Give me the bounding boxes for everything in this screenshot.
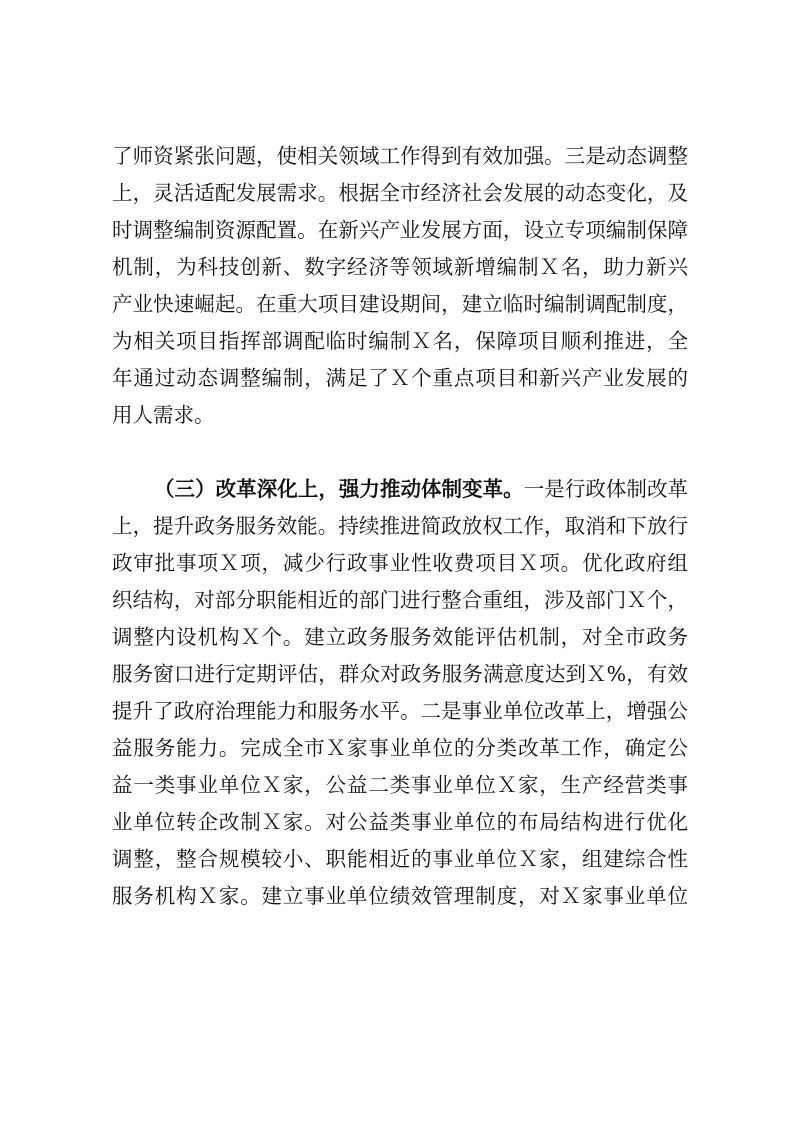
body-text-line: 时调整编制资源配置。在新兴产业发展方面，设立专项编制保障 (112, 218, 688, 242)
body-text-line: 机制，为科技创新、数字经济等领域新增编制Ｘ名，助力新兴 (112, 255, 688, 279)
body-text-line: 政审批事项Ｘ项，减少行政事业性收费项目Ｘ项。优化政府组 (112, 551, 688, 575)
body-text-line: 服务窗口进行定期评估，群众对政务服务满意度达到Ｘ%，有效 (112, 662, 688, 686)
body-text-line: 服务机构Ｘ家。建立事业单位绩效管理制度，对Ｘ家事业单位 (112, 884, 688, 908)
body-text-line: 织结构，对部分职能相近的部门进行整合重组，涉及部门Ｘ个， (112, 588, 688, 612)
body-text-line: 上，灵活适配发展需求。根据全市经济社会发展的动态变化，及 (112, 181, 688, 205)
body-text-line: 年通过动态调整编制，满足了Ｘ个重点项目和新兴产业发展的 (112, 366, 688, 390)
body-text-line: 了师资紧张问题，使相关领域工作得到有效加强。三是动态调整 (112, 144, 688, 168)
section-heading: （三）改革深化上，强力推动体制变革。 (154, 477, 524, 501)
body-text-line: 业单位转企改制Ｘ家。对公益类事业单位的布局结构进行优化 (112, 810, 688, 834)
body-text-line: 调整内设机构Ｘ个。建立政务服务效能评估机制，对全市政务 (112, 625, 688, 649)
section-heading-line (154, 471, 688, 507)
section-first-line-text: 一是行政体制改革 (523, 477, 688, 501)
body-text-line: 产业快速崛起。在重大项目建设期间，建立临时编制调配制度， (112, 292, 688, 316)
body-text-line: 上，提升政务服务效能。持续推进简政放权工作，取消和下放行 (112, 514, 688, 538)
body-text-line: 益服务能力。完成全市Ｘ家事业单位的分类改革工作，确定公 (112, 736, 688, 760)
body-text-line: 调整，整合规模较小、职能相近的事业单位Ｘ家，组建综合性 (112, 847, 688, 871)
body-text-line: 用人需求。 (112, 403, 215, 427)
body-text-line: 益一类事业单位Ｘ家，公益二类事业单位Ｘ家，生产经营类事 (112, 773, 688, 797)
body-text-line: 提升了政府治理能力和服务水平。二是事业单位改革上，增强公 (112, 699, 688, 723)
body-text-line: 为相关项目指挥部调配临时编制Ｘ名，保障项目顺利推进，全 (112, 329, 688, 353)
